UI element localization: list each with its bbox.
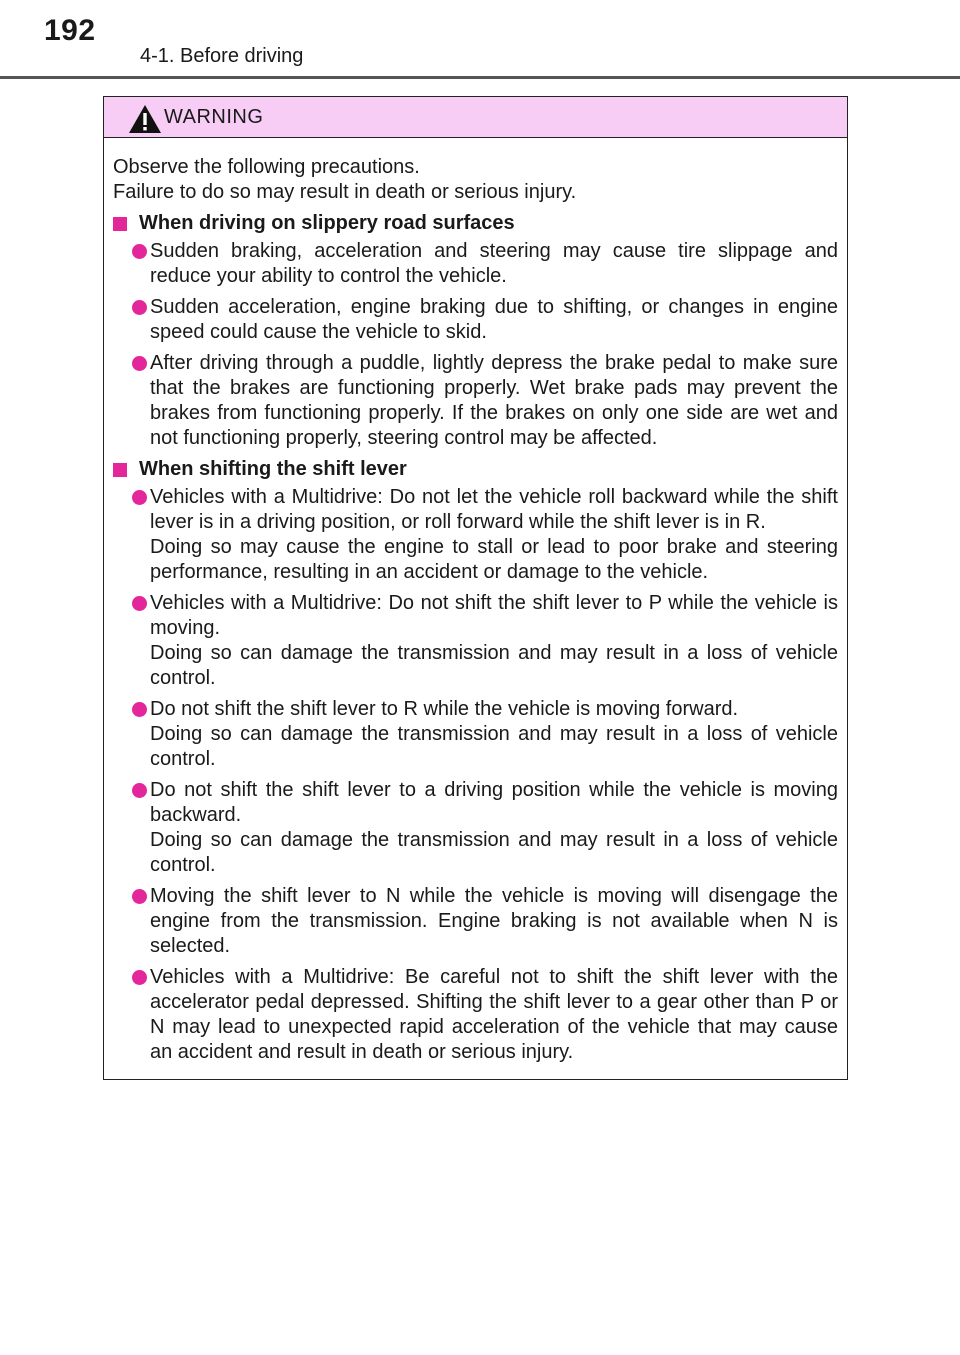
section-heading-text: When shifting the shift lever: [139, 458, 407, 480]
circle-bullet-icon: [132, 490, 147, 505]
bullet-text: Moving the shift lever to N while the vehicle is moving will disengage the engine from the transmission. Engine braking is not available when N is selected.: [150, 885, 838, 957]
circle-bullet-icon: [132, 783, 147, 798]
circle-bullet-icon: [132, 356, 147, 371]
warning-label: WARNING: [164, 106, 264, 128]
bullet-text: Vehicles with a Multidrive: Do not let the vehicle roll backward while the shift lever is in a driving position, or roll forward while the shift lever is in R.: [150, 486, 838, 533]
bullet-item: [113, 778, 838, 878]
bullet-text: Doing so can damage the transmission and may result in a loss of vehicle control.: [150, 723, 838, 770]
section-heading: [113, 211, 838, 236]
bullet-item: [113, 295, 838, 345]
bullet-item: [113, 965, 838, 1065]
bullet-text: Vehicles with a Multidrive: Be careful not to shift the shift lever with the accelerator pedal depressed. Shifting the shift lever to a gear other than P or N may lead to unexpected rapid acceleration of the vehicle that may cause an accident and result in death or serious injury.: [150, 966, 838, 1063]
bullet-text: Doing so can damage the transmission and may result in a loss of vehicle control.: [150, 829, 838, 876]
page-header: [0, 0, 960, 80]
bullet-text: Sudden acceleration, engine braking due to shifting, or changes in engine speed could cause the vehicle to skid.: [150, 296, 838, 343]
warning-triangle-icon: [128, 104, 162, 134]
page-number: 192: [44, 14, 96, 47]
bullet-item: [113, 239, 838, 289]
bullet-text: Do not shift the shift lever to a driving position while the vehicle is moving backward.: [150, 779, 838, 826]
bullet-text: Do not shift the shift lever to R while the vehicle is moving forward.: [150, 698, 739, 720]
square-bullet-icon: [113, 217, 127, 231]
circle-bullet-icon: [132, 244, 147, 259]
bullet-text: Doing so may cause the engine to stall or lead to poor brake and steering performance, resulting in an accident or damage to the vehicle.: [150, 536, 838, 583]
circle-bullet-icon: [132, 889, 147, 904]
section-heading-text: When driving on slippery road surfaces: [139, 212, 515, 234]
bullet-item: [113, 884, 838, 959]
circle-bullet-icon: [132, 970, 147, 985]
bullet-item: [113, 485, 838, 585]
bullet-item: [113, 351, 838, 451]
warning-intro: [113, 155, 838, 205]
section-title: 4-1. Before driving: [140, 45, 304, 67]
bullet-text: Vehicles with a Multidrive: Do not shift the shift lever to P while the vehicle is moving.: [150, 592, 838, 639]
bullet-text: After driving through a puddle, lightly depress the brake pedal to make sure that the brakes are functioning properly. Wet brake pads may prevent the brakes from functioning properly. If the brakes on only one side are wet and not functioning properly, steering control may be affected.: [150, 352, 838, 449]
section-heading: [113, 457, 838, 482]
bullet-item: [113, 697, 838, 772]
bullet-item: [113, 591, 838, 691]
intro-line: Observe the following precautions.: [113, 156, 420, 178]
intro-line: Failure to do so may result in death or serious injury.: [113, 181, 577, 203]
warning-box: [103, 96, 848, 1080]
header-rule: [0, 76, 960, 79]
circle-bullet-icon: [132, 596, 147, 611]
circle-bullet-icon: [132, 300, 147, 315]
warning-body: [104, 138, 847, 1065]
circle-bullet-icon: [132, 702, 147, 717]
bullet-text: Doing so can damage the transmission and may result in a loss of vehicle control.: [150, 642, 838, 689]
square-bullet-icon: [113, 463, 127, 477]
warning-header: [104, 97, 847, 138]
bullet-text: Sudden braking, acceleration and steering may cause tire slippage and reduce your ability to control the vehicle.: [150, 240, 838, 287]
